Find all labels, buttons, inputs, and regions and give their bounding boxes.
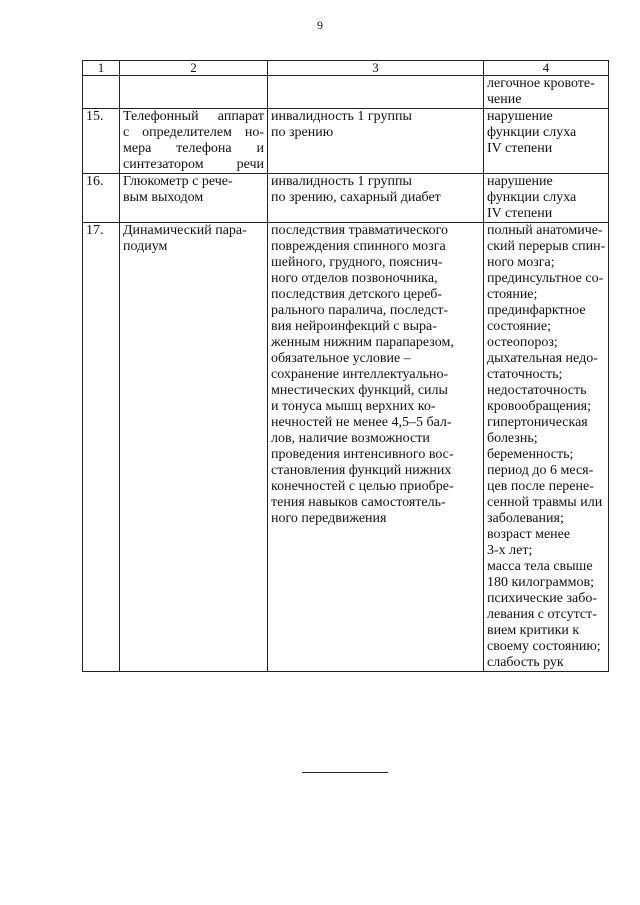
text-line: конечностей с целью приобре- bbox=[271, 479, 454, 494]
item-cell bbox=[120, 109, 268, 174]
text-line: заболевания; bbox=[487, 511, 564, 526]
text-line: прединсультное со- bbox=[487, 271, 604, 286]
text-line: недостаточность bbox=[487, 383, 587, 398]
text-line: по зрению bbox=[271, 125, 334, 140]
column-header: 2 bbox=[120, 61, 268, 76]
text-line: статочность; bbox=[487, 367, 563, 382]
text-line: беременность; bbox=[487, 447, 574, 462]
text-line: с определителем но- bbox=[123, 125, 264, 140]
text-line: инвалидность 1 группы bbox=[271, 174, 412, 189]
text-line: кровообращения; bbox=[487, 399, 591, 414]
text-line: гипертоническая bbox=[487, 415, 588, 430]
text-line: по зрению, сахарный диабет bbox=[271, 190, 441, 205]
item-lines bbox=[123, 109, 264, 173]
text-line: тения навыков самостоятель- bbox=[271, 495, 446, 510]
text-line: состояние; bbox=[487, 319, 551, 334]
item-cell bbox=[120, 174, 268, 223]
indications-cell bbox=[268, 223, 484, 672]
text-line: функции слуха bbox=[487, 125, 577, 140]
text-line: рального паралича, последст- bbox=[271, 303, 449, 318]
text-line: подиум bbox=[123, 239, 168, 254]
contraindications-lines bbox=[487, 174, 605, 222]
text-line: последствия травматического bbox=[271, 223, 448, 238]
text-line: левания с отсутст- bbox=[487, 607, 597, 622]
text-line: полный анатомиче- bbox=[487, 223, 603, 238]
text-line: прединфарктное bbox=[487, 303, 586, 318]
text-line: вия нейроинфекций с выра- bbox=[271, 319, 437, 334]
table-header-row bbox=[83, 61, 609, 76]
contraindications-lines bbox=[487, 223, 605, 671]
text-line: становления функций нижних bbox=[271, 463, 452, 478]
text-line: вием критики к bbox=[487, 623, 580, 638]
text-line: чение bbox=[487, 92, 522, 107]
indications-cell bbox=[268, 109, 484, 174]
text-line: 180 килограммов; bbox=[487, 575, 594, 590]
text-line: своему состоянию; bbox=[487, 639, 601, 654]
text-line: дыхательная недо- bbox=[487, 351, 598, 366]
contraindications-lines bbox=[487, 109, 605, 157]
column-header: 4 bbox=[484, 61, 609, 76]
table-row bbox=[83, 109, 609, 174]
column-header: 1 bbox=[83, 61, 120, 76]
contraindications-cell bbox=[484, 223, 609, 672]
text-line: мнестических функций, силы bbox=[271, 383, 448, 398]
item-cell bbox=[120, 76, 268, 109]
text-line: функции слуха bbox=[487, 190, 577, 205]
footer-rule bbox=[302, 772, 388, 773]
text-line: легочное кровоте- bbox=[487, 76, 595, 91]
text-line: нечностей не менее 4,5–5 бал- bbox=[271, 415, 452, 430]
contraindications-cell bbox=[484, 109, 609, 174]
text-line: Телефонный аппарат bbox=[123, 109, 264, 124]
row-number: 16. bbox=[83, 174, 120, 223]
text-line: Глюкометр с рече- bbox=[123, 174, 233, 189]
row-number: 17. bbox=[83, 223, 120, 672]
table-row bbox=[83, 76, 609, 109]
text-line: мера телефона и bbox=[123, 141, 264, 156]
indications-lines bbox=[271, 223, 480, 527]
text-line: инвалидность 1 группы bbox=[271, 109, 412, 124]
text-line: остеопороз; bbox=[487, 335, 558, 350]
text-line: болезнь; bbox=[487, 431, 538, 446]
text-line: период до 6 меся- bbox=[487, 463, 594, 478]
text-line: повреждения спинного мозга bbox=[271, 239, 446, 254]
text-line: женным нижним парапарезом, bbox=[271, 335, 454, 350]
text-line: последствия детского цереб- bbox=[271, 287, 443, 302]
text-line: шейного, грудного, пояснич- bbox=[271, 255, 443, 270]
text-line: проведения интенсивного вос- bbox=[271, 447, 454, 462]
text-line: стояние; bbox=[487, 287, 538, 302]
text-line: IV степени bbox=[487, 206, 553, 221]
contraindications-cell bbox=[484, 174, 609, 223]
item-lines bbox=[123, 223, 264, 255]
indications-cell bbox=[268, 76, 484, 109]
text-line: ного передвижения bbox=[271, 511, 387, 526]
table-row bbox=[83, 174, 609, 223]
text-line: ский перерыв спин- bbox=[487, 239, 606, 254]
text-line: синтезатором речи bbox=[123, 157, 264, 172]
indications-lines bbox=[271, 109, 480, 141]
row-number bbox=[83, 76, 120, 109]
text-line: IV степени bbox=[487, 141, 553, 156]
text-line: вым выходом bbox=[123, 190, 204, 205]
text-line: ного отделов позвоночника, bbox=[271, 271, 438, 286]
text-line: сенной травмы или bbox=[487, 495, 603, 510]
text-line: и тонуса мышц верхних ко- bbox=[271, 399, 436, 414]
text-line: масса тела свыше bbox=[487, 559, 593, 574]
text-line: цев после перене- bbox=[487, 479, 594, 494]
text-line: сохранение интеллектуально- bbox=[271, 367, 449, 382]
column-header: 3 bbox=[268, 61, 484, 76]
table-row bbox=[83, 223, 609, 672]
contraindications-cell bbox=[484, 76, 609, 109]
indications-lines bbox=[271, 174, 480, 206]
text-line: психические забо- bbox=[487, 591, 598, 606]
text-line: Динамический пара- bbox=[123, 223, 247, 238]
page-number: 9 bbox=[317, 18, 323, 32]
indications-cell bbox=[268, 174, 484, 223]
item-lines bbox=[123, 174, 264, 206]
text-line: обязательное условие – bbox=[271, 351, 411, 366]
item-cell bbox=[120, 223, 268, 672]
text-line: лов, наличие возможности bbox=[271, 431, 430, 446]
text-line: нарушение bbox=[487, 109, 553, 124]
document-table bbox=[82, 60, 609, 672]
contraindications-lines bbox=[487, 76, 605, 108]
row-number: 15. bbox=[83, 109, 120, 174]
text-line: 3-х лет; bbox=[487, 543, 533, 558]
text-line: возраст менее bbox=[487, 527, 571, 542]
text-line: слабость рук bbox=[487, 655, 564, 670]
text-line: ного мозга; bbox=[487, 255, 555, 270]
text-line: нарушение bbox=[487, 174, 553, 189]
